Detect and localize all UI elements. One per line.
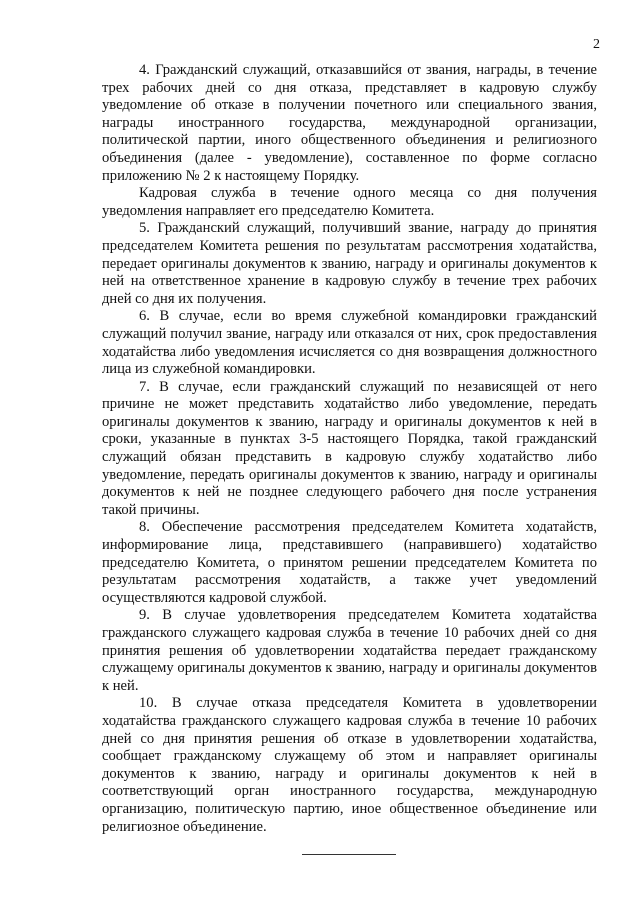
page-number: 2 — [593, 37, 600, 52]
paragraph-5: 5. Гражданский служащий, получивший звание, награду до принятия председателем Комитета решения по результатам рассмотрения ходатайства, передает оригиналы документов к званию, награду и оригиналы документов к ней на ответственное хранение в кадровую службу в течение трех рабочих дней со дня их получения. — [102, 220, 597, 307]
paragraph-10: 10. В случае отказа председателя Комитета в удовлетворении ходатайства гражданского служащего кадровая служба в течение 10 рабочих дней со дня принятия решения об отказе в удовлетворении ходатайства, сообщает гражданскому служащему об этом и направляет оригиналы документов к званию, награду и оригиналы документов к ней в соответствующий орган иностранного государства, международную организацию, политическую партию, иное общественное объединение или религиозное объединение. — [102, 695, 597, 835]
paragraph-6: 6. В случае, если во время служебной командировки гражданский служащий получил звание, награду или отказался от них, срок предоставления ходатайства либо уведомления исчисляется со дня возвращения должностного лица из служебной командировки. — [102, 308, 597, 378]
paragraph-8: 8. Обеспечение рассмотрения председателем Комитета ходатайств, информирование лица, представившего (направившего) ходатайство председателю Комитета, о принятом решении председателем Комитета по результатам рассмотрения ходатайств, а также учет уведомлений осуществляются кадровой службой. — [102, 519, 597, 606]
paragraph-4-continued: Кадровая служба в течение одного месяца со дня получения уведомления направляет его председателю Комитета. — [102, 185, 597, 219]
closing-divider — [302, 854, 396, 855]
paragraph-4: 4. Гражданский служащий, отказавшийся от звания, награды, в течение трех рабочих дней со дня отказа, представляет в кадровую службу уведомление об отказе в получении почетного или специального звания, награды иностранного государства, международной организации, политической партии, иного общественного объединения и религиозного объединения (далее - уведомление), составленное по форме согласно приложению № 2 к настоящему Порядку. — [102, 62, 597, 184]
document-body — [102, 62, 597, 836]
paragraph-9: 9. В случае удовлетворения председателем Комитета ходатайства гражданского служащего кадровая служба в течение 10 рабочих дней со дня принятия решения об удовлетворении ходатайства передает гражданскому служащему оригиналы документов к званию, награду и оригиналы документов к ней. — [102, 607, 597, 694]
paragraph-7: 7. В случае, если гражданский служащий по независящей от него причине не может представить ходатайство либо уведомление, передать оригиналы документов к званию, награду и оригиналы документов к ней в сроки, указанные в пунктах 3-5 настоящего Порядка, такой гражданский служащий обязан представить в кадровую службу ходатайство либо уведомление, передать оригиналы документов к званию, награду и оригиналы документов к ней не позднее следующего рабочего дня после устранения такой причины. — [102, 378, 597, 518]
